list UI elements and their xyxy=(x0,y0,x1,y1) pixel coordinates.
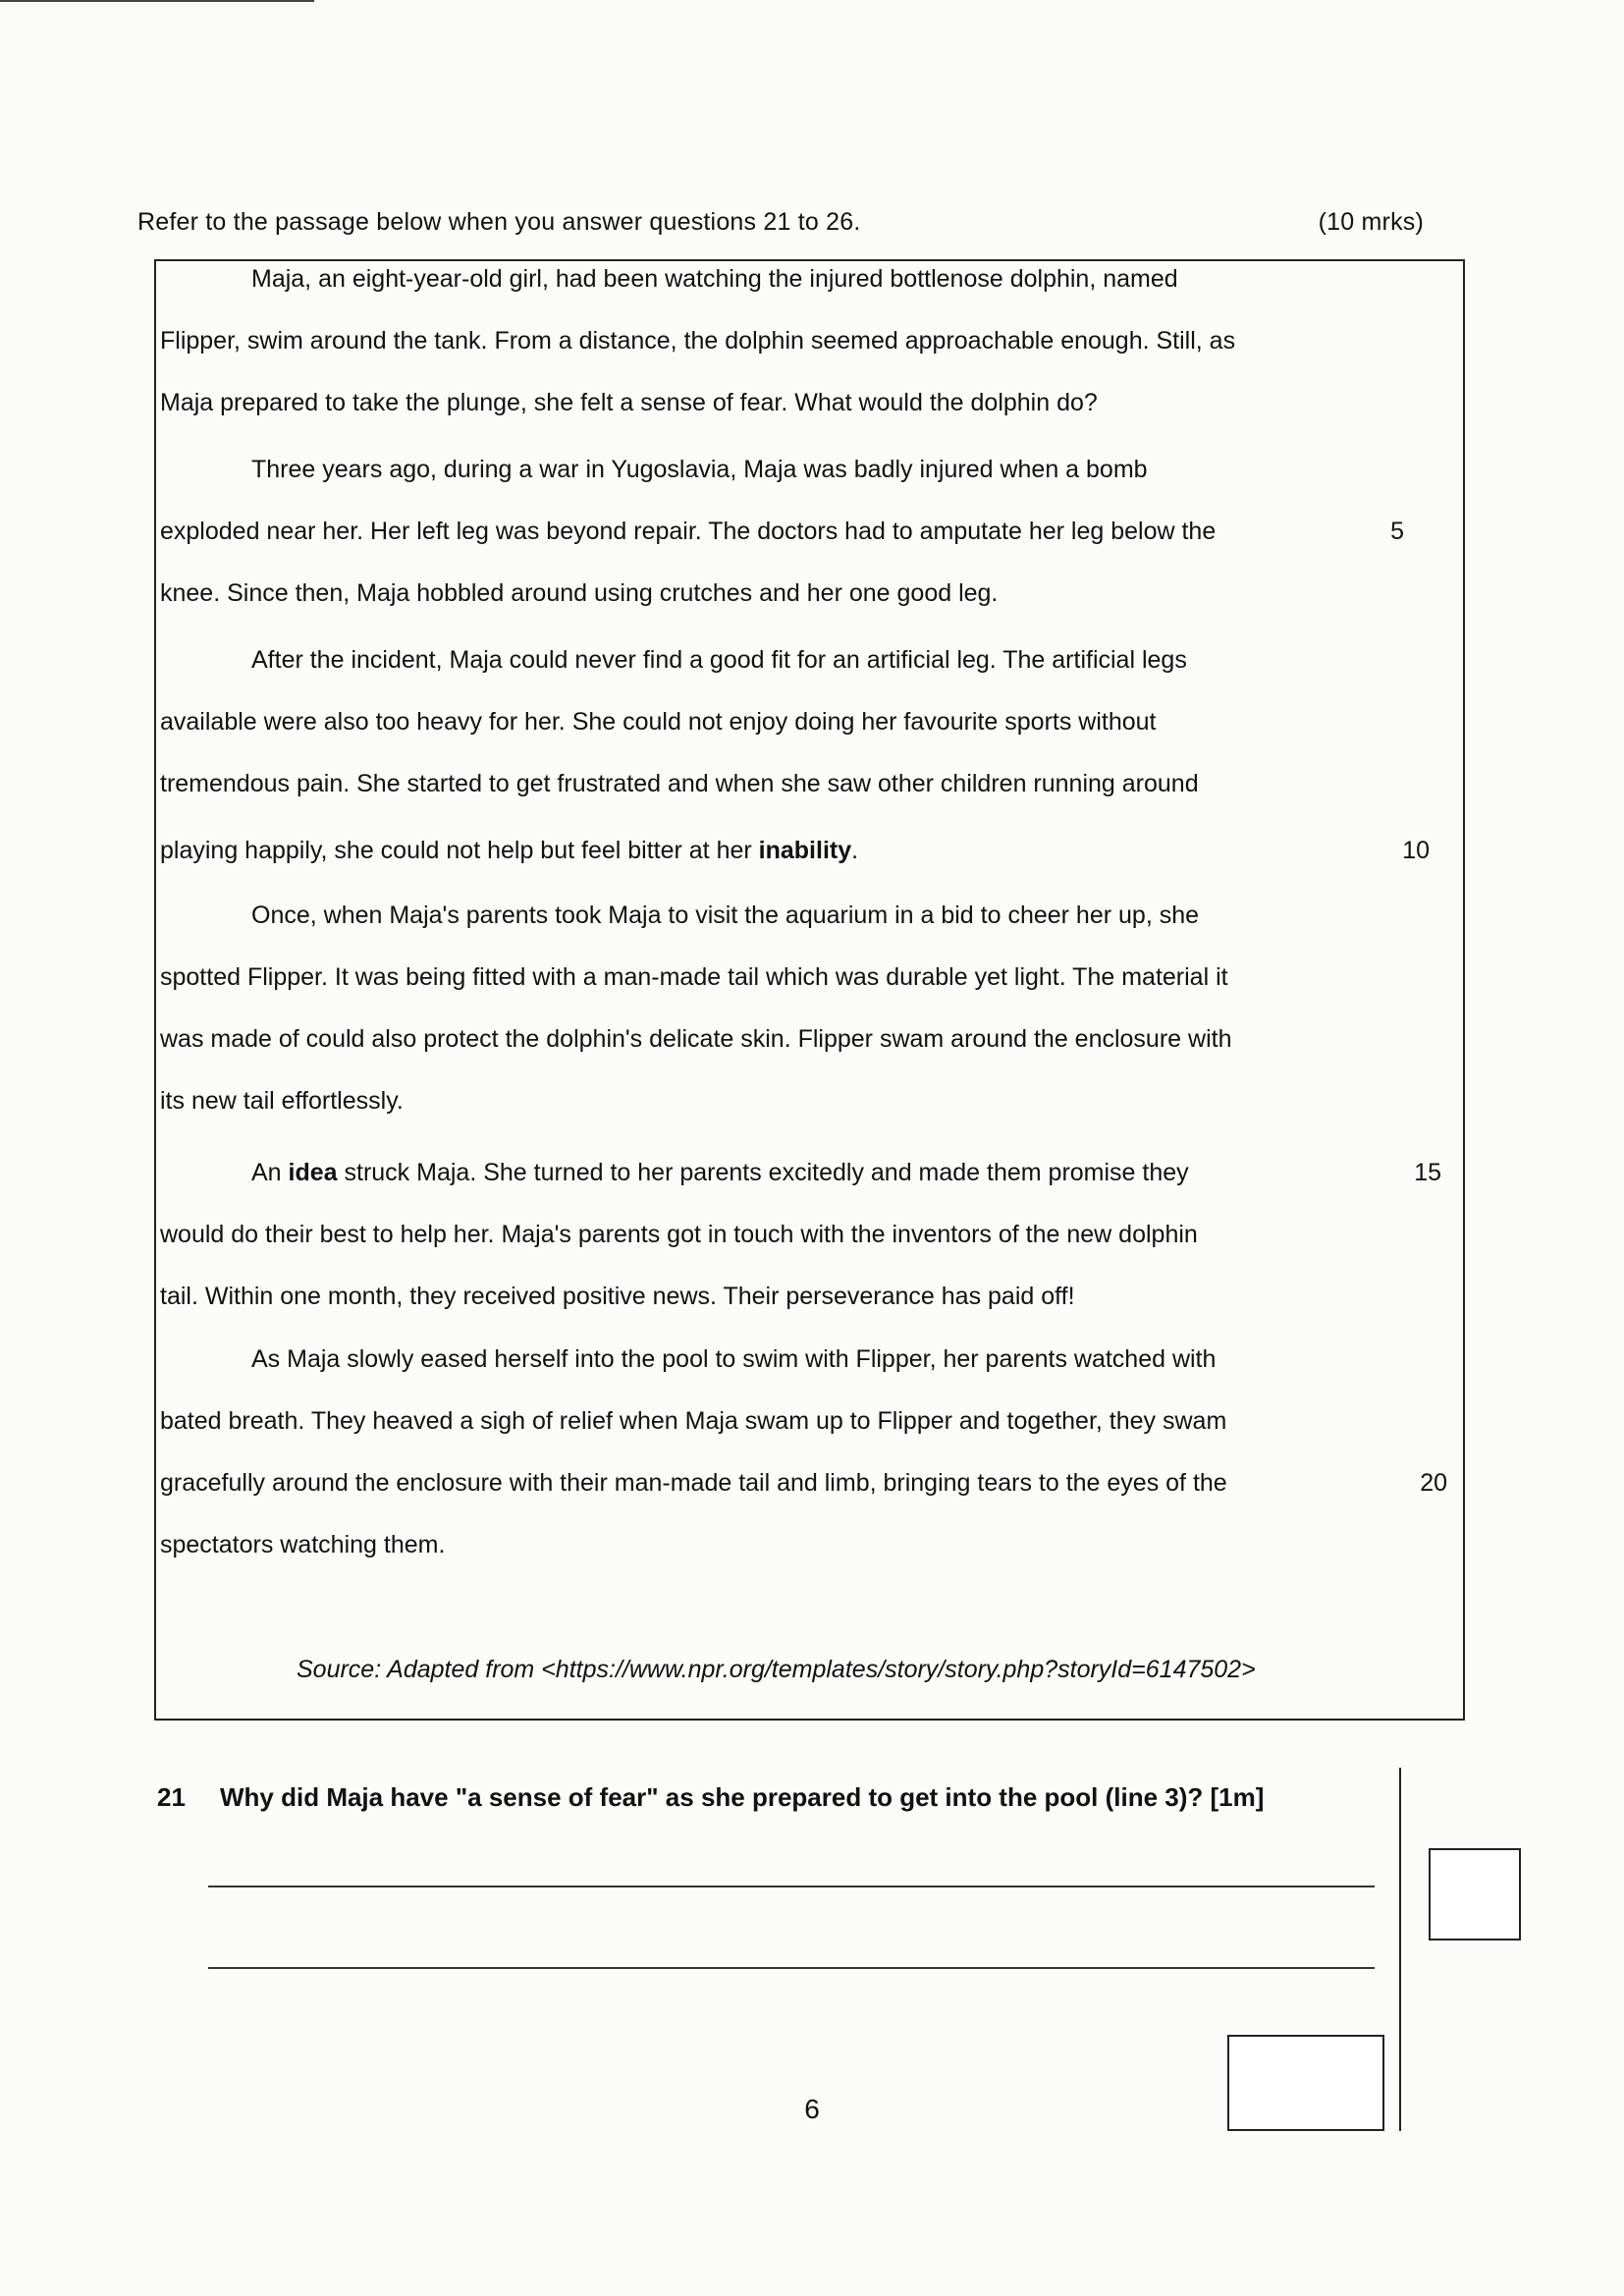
passage-line: Maja prepared to take the plunge, she felt a sense of fear. What would the dolphin do? xyxy=(160,389,1098,416)
page-number: 6 xyxy=(804,2094,820,2124)
passage-text: playing happily, she could not help but feel bitter at her xyxy=(160,837,759,864)
passage-line xyxy=(251,1153,1469,1192)
passage-text: struck Maja. She turned to her parents excitedly and made them promise they xyxy=(337,1159,1189,1186)
answer-line[interactable] xyxy=(208,1886,1375,1887)
question-21 xyxy=(157,1782,1264,1822)
line-number: 10 xyxy=(1402,837,1430,864)
passage-line: was made of could also protect the dolphin's delicate skin. Flipper swam around the enclosure with xyxy=(160,1025,1232,1053)
passage-line: Flipper, swim around the tank. From a distance, the dolphin seemed approachable enough. Still, as xyxy=(160,327,1236,355)
passage-line xyxy=(160,831,1378,870)
passage-line: As Maja slowly eased herself into the pool to swim with Flipper, her parents watched with xyxy=(251,1345,1217,1373)
top-edge-rule xyxy=(0,0,314,2)
passage-line: knee. Since then, Maja hobbled around using crutches and her one good leg. xyxy=(160,579,999,607)
margin-rule xyxy=(1399,1768,1401,2131)
answer-line[interactable] xyxy=(208,1967,1375,1969)
emphasized-word: inability xyxy=(758,837,852,864)
passage-line: available were also too heavy for her. She could not enjoy doing her favourite sports without xyxy=(160,708,1157,736)
question-text: Why did Maja have "a sense of fear" as she prepared to get into the pool (line 3)? [1m] xyxy=(220,1782,1265,1812)
passage-line: After the incident, Maja could never find a good fit for an artificial leg. The artificial legs xyxy=(251,646,1187,674)
passage-line: would do their best to help her. Maja's parents got in touch with the inventors of the new dolphin xyxy=(160,1221,1198,1248)
line-number: 20 xyxy=(1420,1469,1447,1497)
passage-line: Maja, an eight-year-old girl, had been watching the injured bottlenose dolphin, named xyxy=(251,265,1178,293)
passage-text: An xyxy=(251,1159,289,1186)
passage-line: bated breath. They heaved a sigh of relief when Maja swam up to Flipper and together, they swam xyxy=(160,1407,1227,1435)
section-instruction xyxy=(137,208,1424,247)
source-citation: Source: Adapted from <https://www.npr.org/templates/story/story.php?storyId=6147502> xyxy=(297,1656,1256,1683)
passage-line: spectators watching them. xyxy=(160,1531,446,1558)
passage-line: Three years ago, during a war in Yugoslavia, Maja was badly injured when a bomb xyxy=(251,456,1148,483)
passage-line: its new tail effortlessly. xyxy=(160,1087,404,1115)
passage-line: tremendous pain. She started to get frustrated and when she saw other children running around xyxy=(160,770,1199,797)
instruction-text: Refer to the passage below when you answer questions 21 to 26. xyxy=(137,208,861,236)
passage-line: Once, when Maja's parents took Maja to visit the aquarium in a bid to cheer her up, she xyxy=(251,902,1200,929)
passage-line: exploded near her. Her left leg was beyond repair. The doctors had to amputate her leg below the xyxy=(160,518,1217,545)
total-marks: (10 mrks) xyxy=(1318,208,1424,236)
line-number: 15 xyxy=(1414,1159,1441,1186)
passage-line: tail. Within one month, they received positive news. Their perseverance has paid off! xyxy=(160,1283,1075,1310)
emphasized-word: idea xyxy=(288,1159,338,1186)
marks-box xyxy=(1429,1848,1521,1941)
question-number: 21 xyxy=(157,1782,186,1812)
passage-line: spotted Flipper. It was being fitted with a man-made tail which was durable yet light. The material it xyxy=(160,963,1228,991)
line-number: 5 xyxy=(1390,518,1404,545)
passage-text: . xyxy=(851,837,859,864)
passage-line: gracefully around the enclosure with their man-made tail and limb, bringing tears to the eyes of the xyxy=(160,1469,1227,1497)
